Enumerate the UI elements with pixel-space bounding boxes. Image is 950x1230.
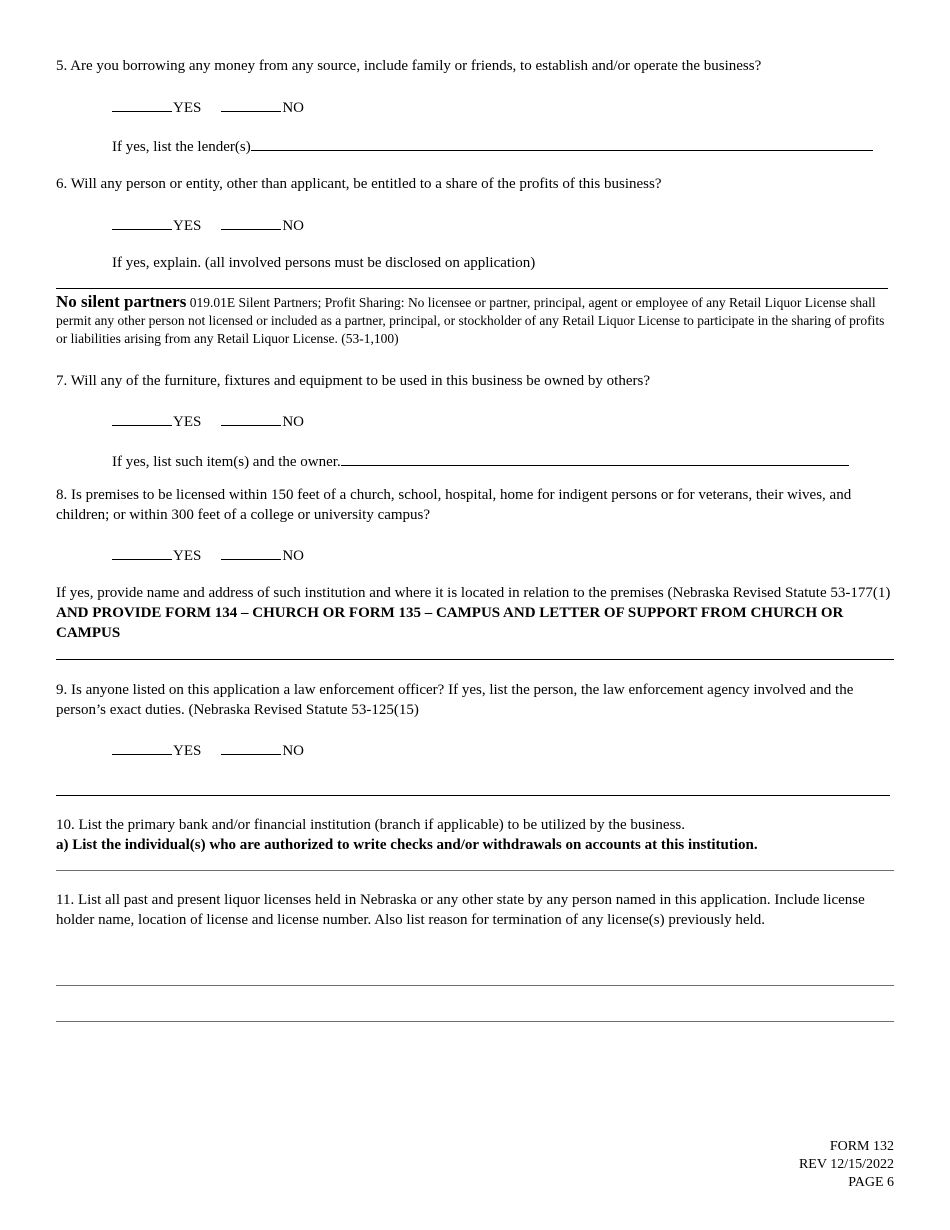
- q5-followup-label: If yes, list the lender(s): [112, 139, 251, 155]
- q7-items-owner-field[interactable]: [341, 450, 849, 466]
- q9-yes-label: YES: [173, 743, 202, 759]
- q6-no-label: NO: [282, 218, 305, 234]
- q11-license-field-2[interactable]: [56, 1021, 894, 1022]
- q6-no-blank[interactable]: [221, 214, 281, 230]
- q7-yes-blank[interactable]: [112, 410, 172, 426]
- question-7-followup: [112, 450, 884, 472]
- footer-revision: REV 12/15/2022: [798, 1157, 894, 1172]
- q7-yes-label: YES: [173, 414, 202, 430]
- q6-yes-label: YES: [173, 218, 202, 234]
- q7-no-blank[interactable]: [221, 410, 281, 426]
- silent-partners-heading: No silent partners: [56, 292, 187, 311]
- question-9: 9. Is anyone listed on this application a law enforcement officer? If yes, list the person, the law enforcement agency involved and the person’s exact duties. (Nebraska Revised Statute 53-125(15): [56, 682, 854, 718]
- q6-explain-field[interactable]: [56, 288, 888, 289]
- question-7: 7. Will any of the furniture, fixtures and equipment to be used in this business be owned by others?: [56, 373, 651, 389]
- q10-bank-field[interactable]: [56, 870, 894, 871]
- q5-yes-blank[interactable]: [112, 96, 172, 112]
- q9-no-label: NO: [282, 743, 305, 759]
- q8-followup-text: If yes, provide name and address of such institution and where it is located in relation to the premises (Nebraska Revised Statute 53-177(1): [56, 585, 891, 601]
- q8-no-blank[interactable]: [221, 544, 281, 560]
- q8-followup-bold: AND PROVIDE FORM 134 – CHURCH OR FORM 135 – CAMPUS AND LETTER OF SUPPORT FROM CHURCH OR CAMPUS: [56, 605, 844, 641]
- form-footer: [799, 1138, 894, 1192]
- question-10-sub-a: a) List the individual(s) who are authorized to write checks and/or withdrawals on accounts at this institution.: [56, 837, 758, 853]
- question-10: 10. List the primary bank and/or financial institution (branch if applicable) to be utilized by the business.: [56, 817, 686, 833]
- q5-lender-field[interactable]: [251, 135, 873, 151]
- question-8-yes-no: [112, 544, 304, 566]
- question-6-yes-no: [112, 214, 304, 236]
- question-7-yes-no: [112, 410, 304, 432]
- q8-no-label: NO: [282, 548, 305, 564]
- q7-followup-label: If yes, list such item(s) and the owner.: [112, 454, 341, 470]
- question-8-followup: [56, 583, 894, 643]
- question-6-followup: If yes, explain. (all involved persons must be disclosed on application): [112, 255, 536, 271]
- q8-yes-blank[interactable]: [112, 544, 172, 560]
- form-page: [56, 0, 894, 1230]
- question-5-yes-no: [112, 96, 304, 118]
- question-5-followup: [112, 135, 894, 157]
- q9-yes-blank[interactable]: [112, 739, 172, 755]
- question-9-yes-no: [112, 739, 304, 761]
- silent-partners-body: 019.01E Silent Partners; Profit Sharing: No licensee or partner, principal, agent or employee of any Retail Liquor License shall permit any other person not licensed or included as a partner, principal, or stockholder of any Retail Liquor License to participate in the sharing of profits or liabilities arising from any Retail Liquor License. (53-1,100): [56, 295, 885, 346]
- question-5: 5. Are you borrowing any money from any source, include family or friends, to establish and/or operate the business?: [56, 58, 762, 74]
- q5-no-blank[interactable]: [221, 96, 281, 112]
- q8-institution-field[interactable]: [56, 659, 894, 660]
- question-8: 8. Is premises to be licensed within 150 feet of a church, school, hospital, home for indigent persons or for veterans, their wives, and children; or within 300 feet of a college or university campus?: [56, 487, 852, 523]
- q8-yes-label: YES: [173, 548, 202, 564]
- q5-yes-label: YES: [173, 100, 202, 116]
- footer-page-number: PAGE 6: [848, 1175, 894, 1190]
- q9-no-blank[interactable]: [221, 739, 281, 755]
- q11-license-field-1[interactable]: [56, 985, 894, 986]
- q5-no-label: NO: [282, 100, 305, 116]
- question-6: 6. Will any person or entity, other than applicant, be entitled to a share of the profits of this business?: [56, 176, 662, 192]
- q6-yes-blank[interactable]: [112, 214, 172, 230]
- q9-officer-field[interactable]: [56, 795, 890, 796]
- silent-partners-notice: [56, 293, 894, 348]
- question-11: 11. List all past and present liquor licenses held in Nebraska or any other state by any person named in this application. Include license holder name, location of license and license number. Also list reason for termination of any license(s) previously held.: [56, 892, 865, 928]
- q7-no-label: NO: [282, 414, 305, 430]
- footer-form-number: FORM 132: [829, 1139, 894, 1154]
